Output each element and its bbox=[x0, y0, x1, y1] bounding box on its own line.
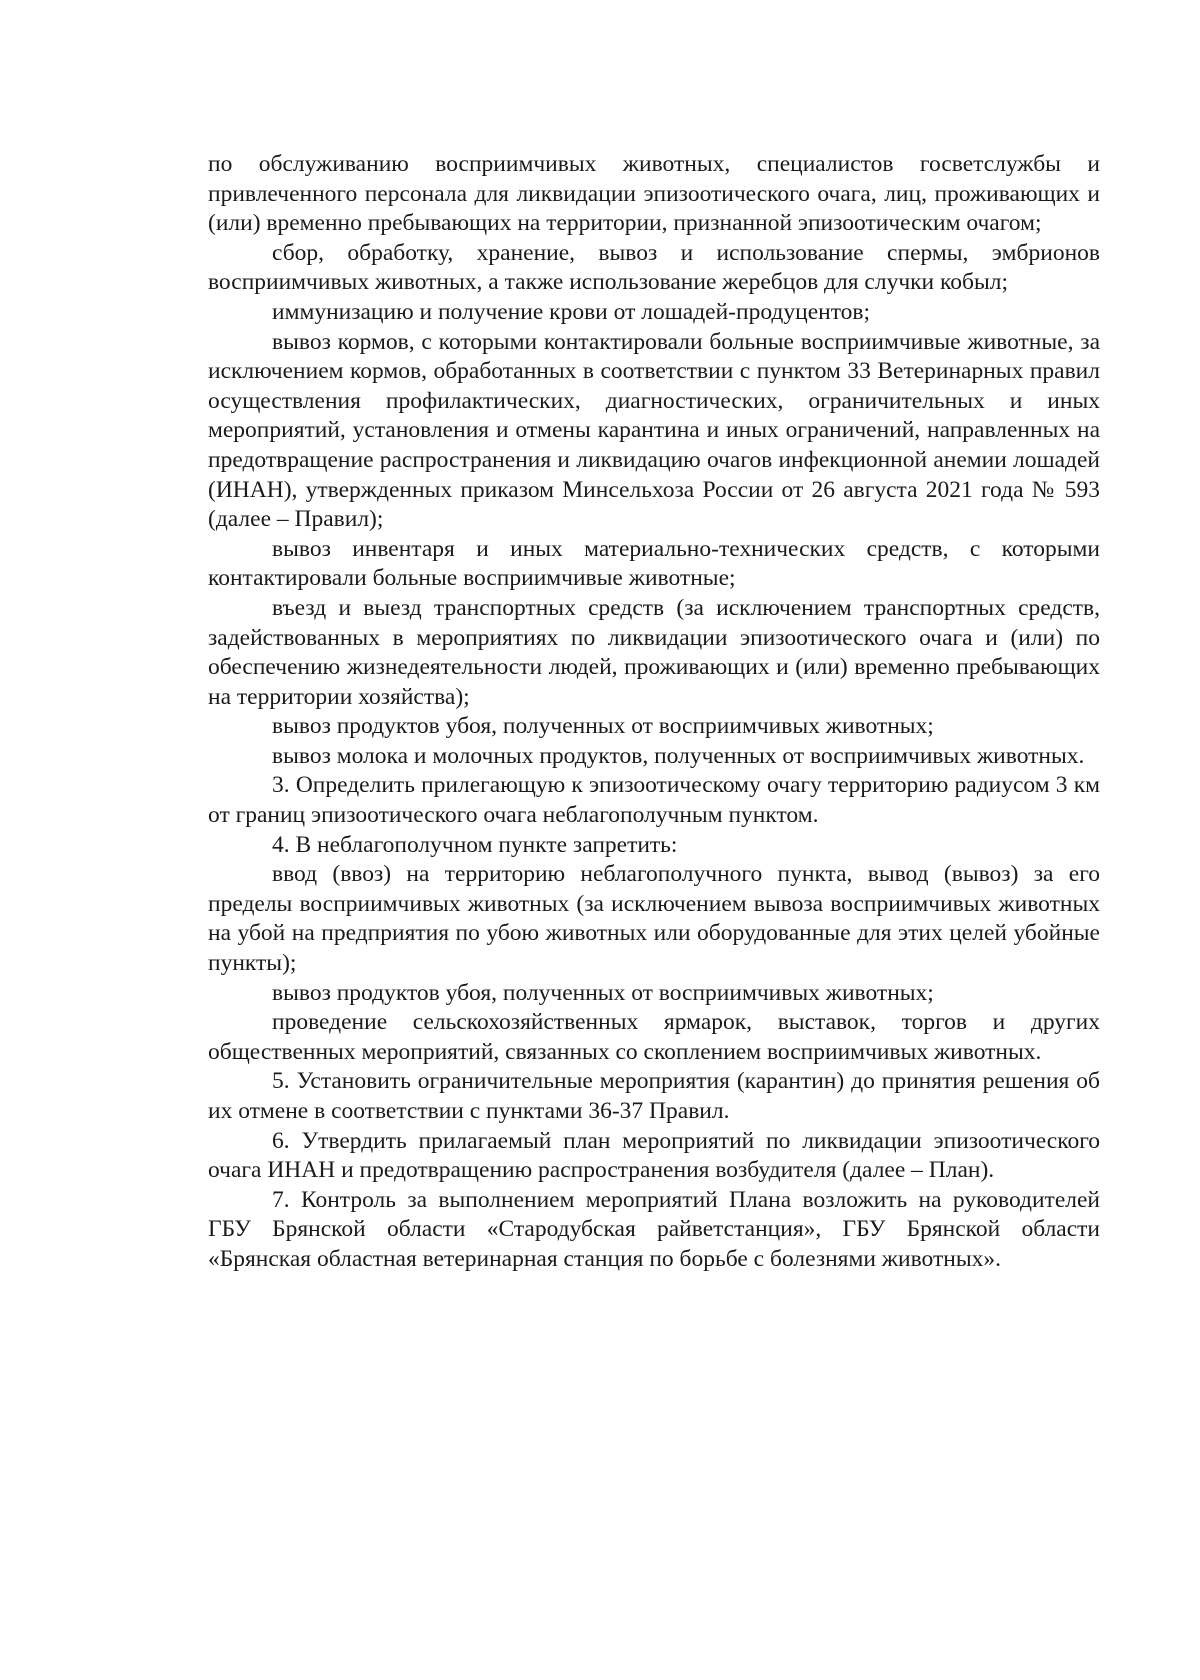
paragraph-item-5: 5. Установить ограничительные мероприятия (карантин) до принятия решения об их отмене в соответствии с пунктами 36-37 Правил. bbox=[208, 1068, 1100, 1124]
paragraph-milk-products: вывоз молока и молочных продуктов, полученных от восприимчивых животных. bbox=[272, 742, 1085, 769]
paragraph-slaughter-products: вывоз продуктов убоя, полученных от восприимчивых животных; bbox=[272, 713, 934, 740]
paragraph-slaughter-products-2: вывоз продуктов убоя, полученных от восприимчивых животных; bbox=[272, 979, 934, 1006]
paragraph-item-7: 7. Контроль за выполнением мероприятий Плана возложить на руководителей ГБУ Брянской области «Стародубская райветстанция», ГБУ Брянской области «Брянская областная ветеринарная станция по борьбе с болезнями животных». bbox=[208, 1186, 1100, 1272]
paragraph-immunization: иммунизацию и получение крови от лошадей-продуцентов; bbox=[272, 298, 871, 325]
paragraph-vehicles: въезд и выезд транспортных средств (за исключением транспортных средств, задействованных в мероприятиях по ликвидации эпизоотического очага и (или) по обеспечению жизнедеятельности людей, проживающих и (или) временно пребывающих на территории хозяйства); bbox=[208, 594, 1100, 710]
document-body bbox=[208, 150, 1100, 1275]
paragraph-sperm-embryos: сбор, обработку, хранение, вывоз и использование спермы, эмбрионов восприимчивых животных, а также использование жеребцов для случки кобыл; bbox=[208, 239, 1100, 296]
paragraph-item-6: 6. Утвердить прилагаемый план мероприятий по ликвидации эпизоотического очага ИНАН и предотвращению распространения возбудителя (далее – План). bbox=[208, 1127, 1100, 1184]
paragraph-fairs: проведение сельскохозяйственных ярмарок, выставок, торгов и других общественных мероприятий, связанных со скоплением восприимчивых животных. bbox=[208, 1009, 1100, 1065]
paragraph-feed-removal: вывоз кормов, с которыми контактировали больные восприимчивые животные, за исключением кормов, обработанных в соответствии с пунктом 33 Ветеринарных правил осуществления профилактических, диагностических, ограничительных и иных мероприятий, установления и отмены карантина и иных ограничений, направленных на предотвращение распространения и ликвидацию очагов инфекционной анемии лошадей (ИНАН), утвержденных приказом Минсельхоза России от 26 августа 2021 года № 593 (далее – Правил); bbox=[208, 328, 1100, 533]
paragraph-animal-movement: ввод (ввоз) на территорию неблагополучного пункта, вывод (вывоз) за его пределы восприимчивых животных (за исключением вывоза восприимчивых животных на убой на предприятия по убою животных или оборудованные для этих целей убойные пункты); bbox=[208, 861, 1100, 977]
paragraph-item-3: 3. Определить прилегающую к эпизоотическому очагу территорию радиусом 3 км от границ эпизоотического очага неблагополучным пунктом. bbox=[208, 772, 1100, 829]
paragraph-item-4: 4. В неблагополучном пункте запретить: bbox=[272, 831, 678, 858]
paragraph-inventory-removal: вывоз инвентаря и иных материально-технических средств, с которыми контактировали больные восприимчивые животные; bbox=[208, 535, 1100, 592]
paragraph-continuation: по обслуживанию восприимчивых животных, специалистов госветслужбы и привлеченного персонала для ликвидации эпизоотического очага, лиц, проживающих и (или) временно пребывающих на территории, признанной эпизоотическим очагом; bbox=[208, 151, 1100, 237]
